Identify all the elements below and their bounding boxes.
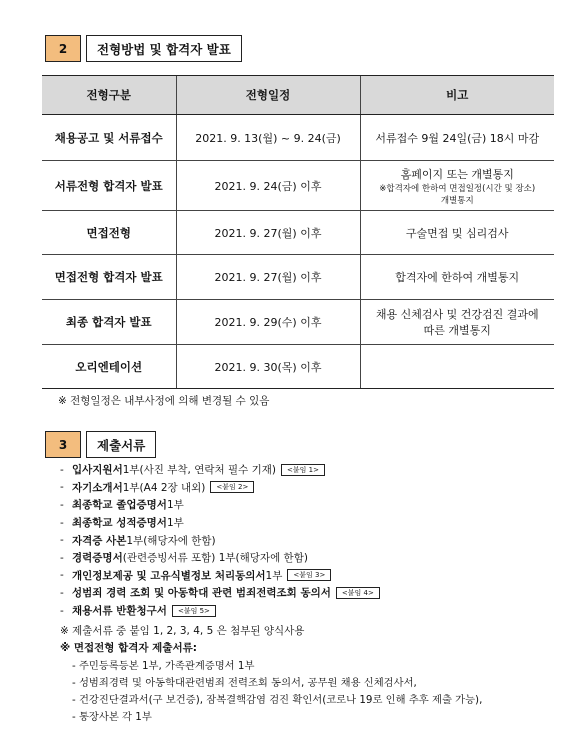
- list-item: - 경력증명서 (관련증빙서류 포함) 1부(해당자에 한함): [60, 551, 308, 565]
- schedule-table: [42, 75, 554, 389]
- header-note: 비고: [360, 76, 554, 115]
- document-detail: 1부: [166, 499, 184, 512]
- document-name: 자기소개서: [72, 481, 123, 494]
- note-subtext: 개별통지: [440, 195, 474, 206]
- list-item: - 건강진단결과서(구 보건증), 잠복결핵감염 검진 확인서(코로나 19로 인해 추후 제출 가능),: [72, 694, 483, 706]
- list-item: - 통장사본 각 1부: [72, 711, 152, 723]
- date-cell: 2021. 9. 13(월) ~ 9. 24(금): [176, 115, 360, 161]
- document-name: 입사지원서: [72, 464, 123, 477]
- table-row: [42, 115, 554, 161]
- document-detail: (관련증빙서류 포함) 1부(해당자에 한함): [122, 552, 308, 565]
- stage-cell: 채용공고 및 서류접수: [42, 115, 176, 161]
- document-name: 성범죄 경력 조회 및 아동학대 관련 범죄전력조회 동의서: [72, 587, 331, 600]
- document-name: 채용서류 반환청구서: [72, 605, 167, 618]
- stage-cell: 면접전형 합격자 발표: [42, 255, 176, 300]
- attachment-tag: <붙임 3>: [287, 569, 331, 581]
- table-row: [42, 345, 554, 389]
- document-detail: 1부(사진 부착, 연락처 필수 기재): [122, 464, 276, 477]
- list-item: - 채용서류 반환청구서 <붙임 5>: [60, 602, 380, 620]
- list-item: - 최종학교 졸업증명서 1부: [60, 498, 184, 512]
- list-item: - 성범죄 경력 조회 및 아동학대 관련 범죄전력조회 동의서 <붙임 4>: [60, 584, 380, 602]
- list-item: - 자격증 사본 1부(해당자에 한함): [60, 534, 216, 547]
- note-text: 합격자에 한하여 개별통지: [395, 271, 520, 284]
- list-item: - 자기소개서 1부(A4 2장 내외) <붙임 2>: [60, 479, 380, 497]
- document-name: 개인정보제공 및 고유식별정보 처리동의서: [72, 569, 266, 582]
- note-cell: [360, 300, 554, 345]
- header-stage: 전형구분: [42, 76, 176, 115]
- final-document-list: [72, 656, 482, 724]
- section-number: 3: [45, 431, 81, 458]
- document-name: 최종학교 졸업증명서: [72, 499, 167, 512]
- attachment-tag: <붙임 1>: [281, 464, 325, 476]
- document-detail: 1부: [166, 517, 184, 530]
- note-cell: [360, 345, 554, 389]
- header-date: 전형일정: [176, 76, 360, 115]
- final-documents-heading: ※ 면접전형 합격자 제출서류:: [60, 642, 197, 654]
- section-2-header: [45, 35, 242, 62]
- stage-cell: 서류전형 합격자 발표: [42, 161, 176, 211]
- date-cell: 2021. 9. 30(목) 이후: [176, 345, 360, 389]
- stage-cell: 면접전형: [42, 211, 176, 255]
- section-3-header: [45, 431, 156, 458]
- attachment-tag: <붙임 5>: [172, 605, 216, 617]
- attachment-tag: <붙임 4>: [336, 587, 380, 599]
- document-name: 경력증명서: [72, 552, 123, 565]
- table-header-row: [42, 76, 554, 115]
- note-text: 채용 신체검사 및 건강검진 결과에: [375, 308, 539, 321]
- note-subtext: ※합격자에 한하여 면접일정(시간 및 장소): [379, 183, 536, 194]
- date-cell: 2021. 9. 29(수) 이후: [176, 300, 360, 345]
- section-number: 2: [45, 35, 81, 62]
- note-text: 서류접수 9월 24일(금) 18시 마감: [375, 131, 540, 145]
- note-text: 구술면접 및 심리검사: [405, 226, 509, 240]
- list-item: - 성범죄경력 및 아동학대관련범죄 전력조회 동의서, 공무원 채용 신체검사서,: [72, 677, 417, 689]
- note-cell: [360, 115, 554, 161]
- note-text: 홈페이지 또는 개별통지: [400, 167, 514, 181]
- note-text-line2: 따른 개별통지: [423, 324, 491, 337]
- document-detail: 1부: [265, 569, 283, 582]
- table-row: [42, 300, 554, 345]
- table-row: [42, 255, 554, 300]
- schedule-note: ※ 전형일정은 내부사정에 의해 변경될 수 있음: [58, 395, 270, 407]
- document-name: 자격증 사본: [72, 534, 127, 547]
- document-detail: 1부(해당자에 한함): [126, 534, 216, 547]
- note-cell: [360, 161, 554, 211]
- section-title: 제출서류: [86, 431, 156, 458]
- document-detail: 1부(A4 2장 내외): [122, 481, 206, 494]
- list-item: - 개인정보제공 및 고유식별정보 처리동의서 1부 <붙임 3>: [60, 567, 380, 585]
- note-cell: [360, 211, 554, 255]
- date-cell: 2021. 9. 24(금) 이후: [176, 161, 360, 211]
- table-row: [42, 161, 554, 211]
- document-name: 최종학교 성적증명서: [72, 517, 167, 530]
- date-cell: 2021. 9. 27(월) 이후: [176, 255, 360, 300]
- attachment-tag: <붙임 2>: [210, 481, 254, 493]
- table-row: [42, 211, 554, 255]
- document-list: [60, 461, 380, 619]
- list-item: - 입사지원서 1부(사진 부착, 연락처 필수 기재) <붙임 1>: [60, 461, 380, 479]
- stage-cell: 오리엔테이션: [42, 345, 176, 389]
- section-title: 전형방법 및 합격자 발표: [86, 35, 242, 62]
- list-item: - 최종학교 성적증명서 1부: [60, 516, 184, 530]
- note-cell: [360, 255, 554, 300]
- list-item: - 주민등록등본 1부, 가족관계증명서 1부: [72, 660, 255, 672]
- attachment-note: ※ 제출서류 중 붙임 1, 2, 3, 4, 5 은 첨부된 양식사용: [60, 625, 305, 637]
- date-cell: 2021. 9. 27(월) 이후: [176, 211, 360, 255]
- stage-cell: 최종 합격자 발표: [42, 300, 176, 345]
